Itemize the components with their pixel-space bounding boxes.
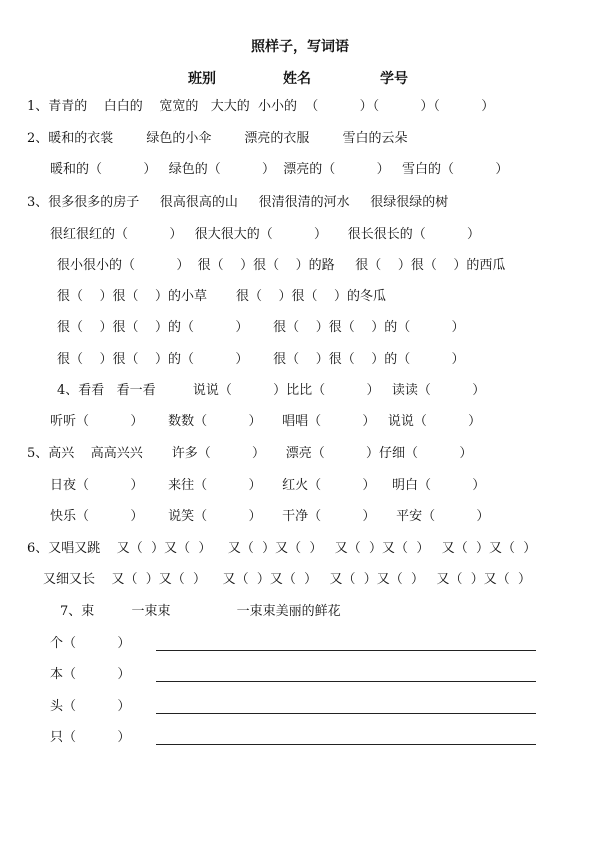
student-id-label: 学号 <box>380 71 408 87</box>
exercise-7-measure-tou: 头（ ） <box>50 699 131 714</box>
exercise-6-line-1: 6、又唱又跳 又（ ）又（ ） 又（ ）又（ ） 又（ ）又（ ） 又（ ）又（ ） <box>27 541 537 556</box>
exercise-4-line-1: 4、看看 看一看 说说（ ）比比（ ） 读读（ ） <box>57 383 486 398</box>
exercise-3-blanks-5: 很（ ）很（ ）的（ ） 很（ ）很（ ）的（ ） <box>57 352 465 367</box>
exercise-5-line-2: 日夜（ ） 来往（ ） 红火（ ） 明白（ ） <box>50 478 486 493</box>
exercise-5-line-3: 快乐（ ） 说笑（ ） 干净（ ） 平安（ ） <box>50 509 490 524</box>
exercise-3-blanks-1: 很红很红的（ ） 很大很大的（ ） 很长很长的（ ） <box>50 227 481 242</box>
exercise-7-measure-ge: 个（ ） <box>50 636 131 651</box>
name-label: 姓名 <box>283 71 311 87</box>
exercise-4-line-2: 听听（ ） 数数（ ） 唱唱（ ） 说说（ ） <box>50 414 482 429</box>
exercise-2-examples: 2、暖和的衣裳 绿色的小伞 漂亮的衣服 雪白的云朵 <box>27 131 408 146</box>
exercise-5-line-1: 5、高兴 高高兴兴 许多（ ） 漂亮（ ）仔细（ ） <box>27 446 473 461</box>
exercise-3-blanks-4: 很（ ）很（ ）的（ ） 很（ ）很（ ）的（ ） <box>57 320 465 335</box>
exercise-6-line-2: 又细又长 又（ ）又（ ） 又（ ）又（ ） 又（ ）又（ ） 又（ ）又（ ） <box>43 572 531 587</box>
exercise-3-examples: 3、很多很多的房子 很高很高的山 很清很清的河水 很绿很绿的树 <box>27 195 449 210</box>
exercise-3-blanks-2: 很小很小的（ ） 很（ ）很（ ）的路 很（ ）很（ ）的西瓜 <box>57 258 506 273</box>
class-label: 班别 <box>188 71 216 87</box>
answer-line-tou[interactable] <box>156 713 536 714</box>
exercise-1-line: 1、青青的 白白的 宽宽的 大大的 小小的 （ ）（ ）（ ） <box>27 99 495 114</box>
exercise-7-measure-ben: 本（ ） <box>50 667 131 682</box>
exercise-7-example: 7、束 一束束 一束束美丽的鲜花 <box>60 604 341 619</box>
answer-line-zhi[interactable] <box>156 744 536 745</box>
page-title: 照样子，写词语 <box>251 39 349 55</box>
answer-line-ge[interactable] <box>156 650 536 651</box>
exercise-7-measure-zhi: 只（ ） <box>50 730 131 745</box>
answer-line-ben[interactable] <box>156 681 536 682</box>
exercise-2-blanks: 暖和的（ ） 绿色的（ ） 漂亮的（ ） 雪白的（ ） <box>50 162 509 177</box>
exercise-3-blanks-3: 很（ ）很（ ）的小草 很（ ）很（ ）的冬瓜 <box>57 289 387 304</box>
